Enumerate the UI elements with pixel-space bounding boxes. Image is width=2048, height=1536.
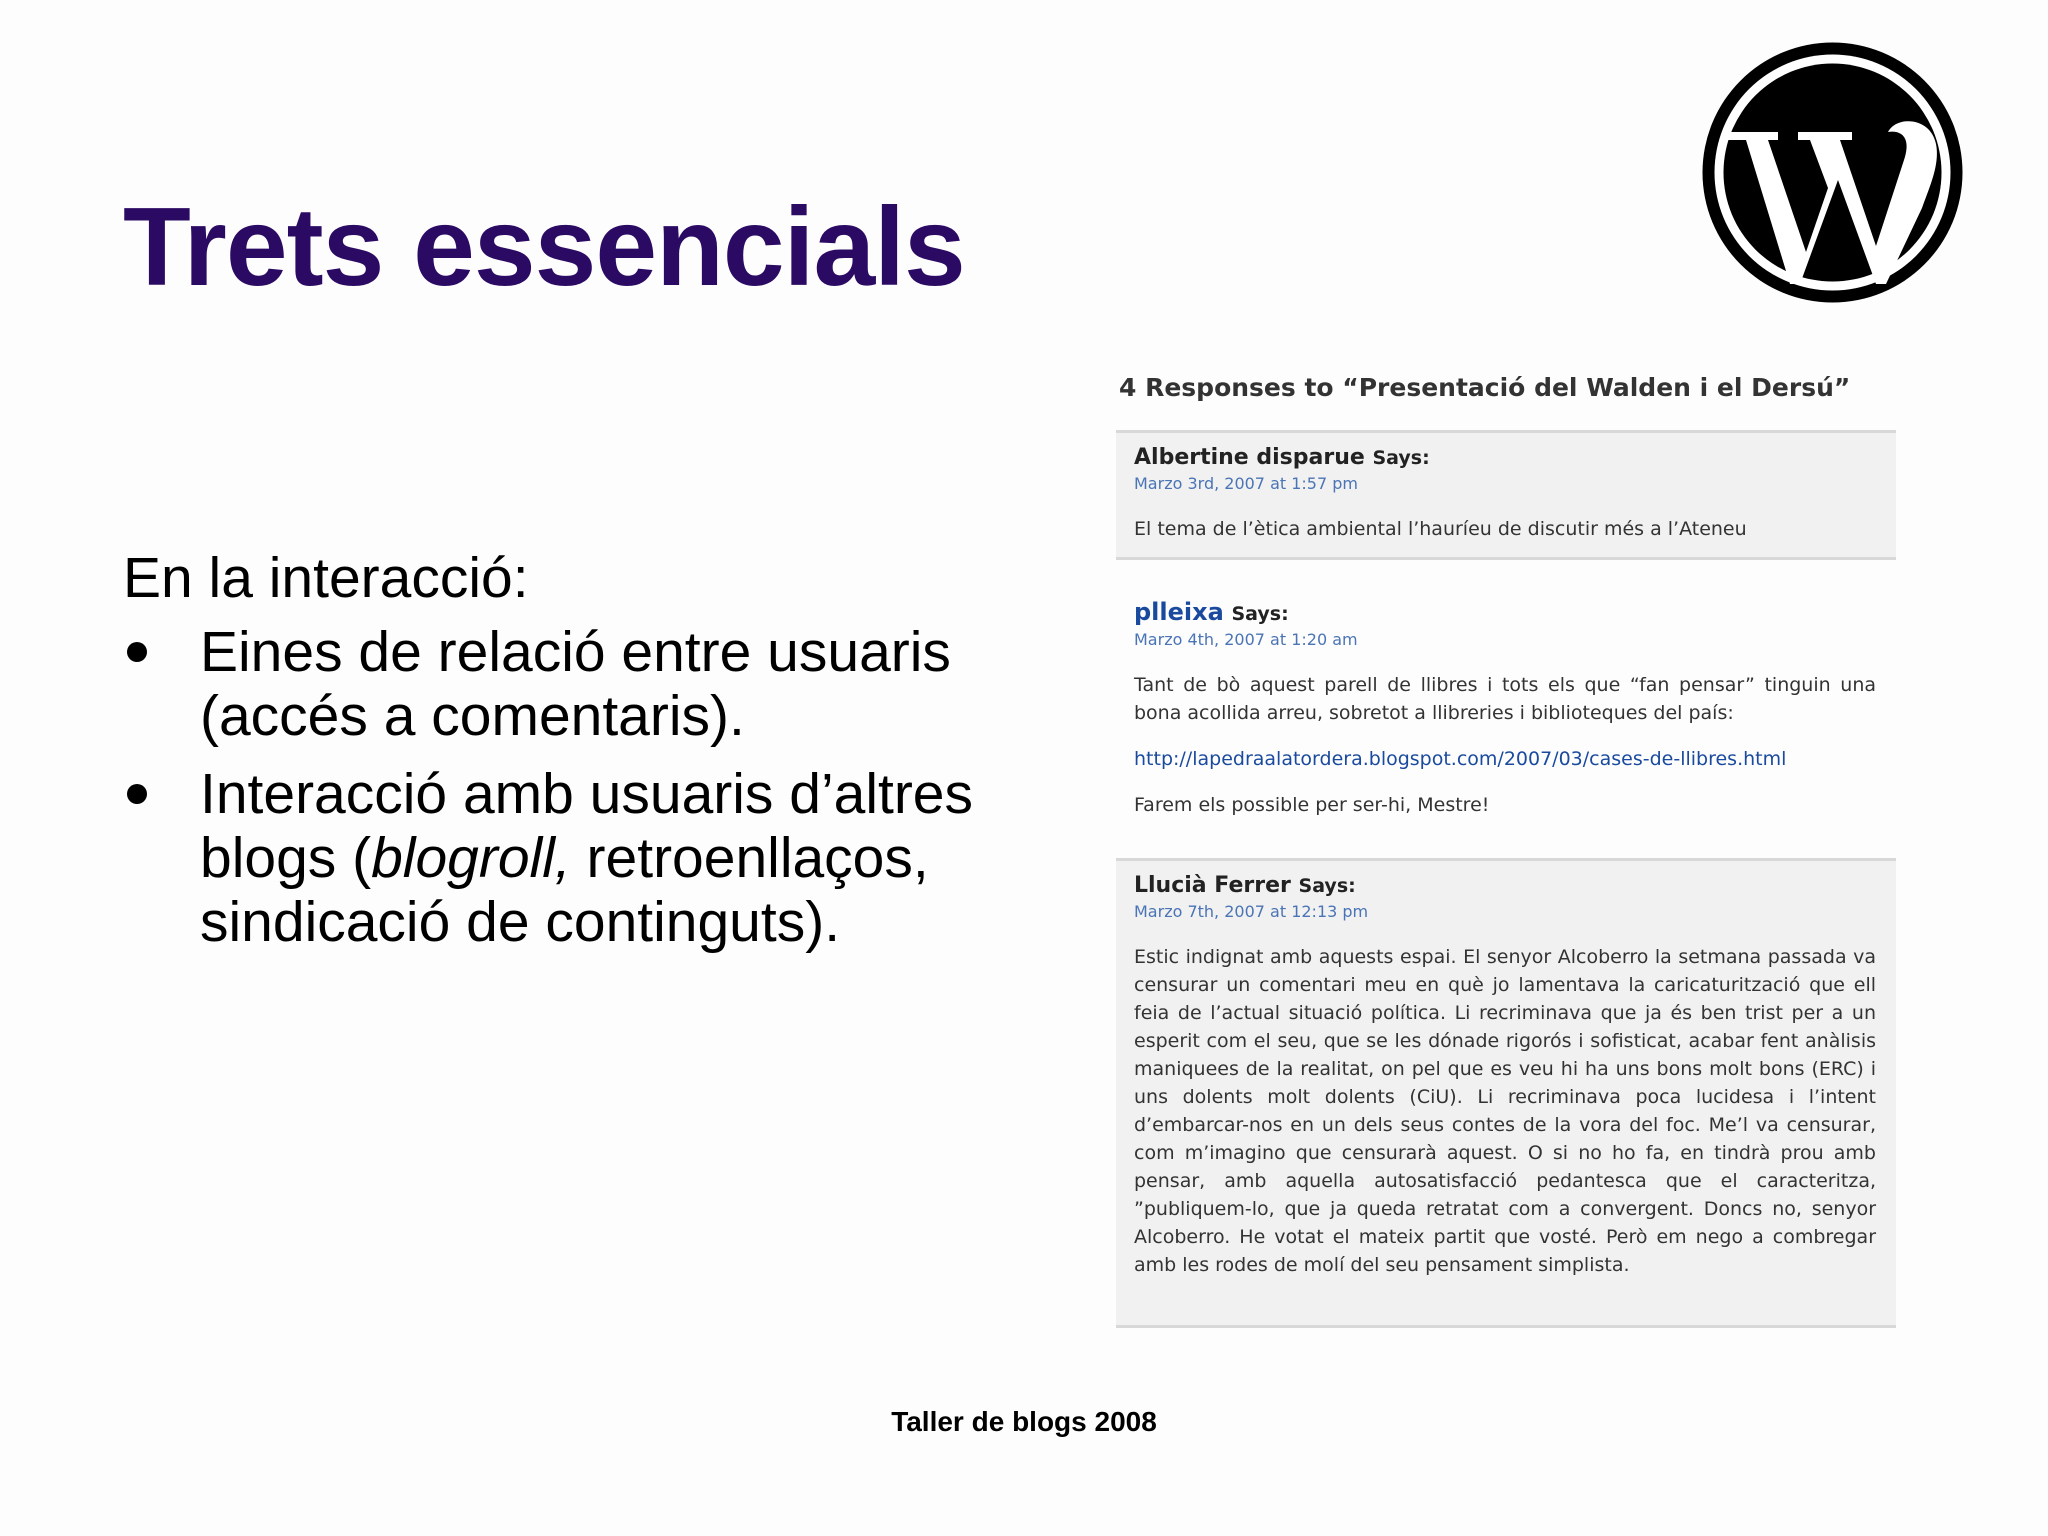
comment — [1116, 858, 1896, 1328]
slide-footer: Taller de blogs 2008 — [891, 1406, 1157, 1437]
comment-date[interactable]: Marzo 3rd, 2007 at 1:57 pm — [1134, 474, 1358, 493]
comment-url-link[interactable]: http://lapedraalatordera.blogspot.com/2007/03/cases-de-llibres.html — [1134, 748, 1787, 770]
responses-heading: 4 Responses to “Presentació del Walden i el Dersú” — [1119, 373, 1851, 402]
bullet-list — [123, 620, 1023, 954]
comment-author-line — [1134, 443, 1876, 473]
comment-text: Farem els possible per ser-hi, Mestre! — [1134, 794, 1490, 816]
bullet-text: Eines de relació entre usuaris (accés a comentaris). — [200, 620, 951, 748]
bullet-item — [123, 762, 1023, 954]
comment-date[interactable]: Marzo 4th, 2007 at 1:20 am — [1134, 630, 1358, 649]
intro-text: En la interacció: — [123, 546, 529, 610]
comment-text: Tant de bò aquest parell de llibres i tots els que “fan pensar” tinguin una bona acollida arreu, sobretot a llibreries i biblioteques del país: — [1134, 674, 1876, 724]
comment-date[interactable]: Marzo 7th, 2007 at 12:13 pm — [1134, 902, 1369, 921]
bullet-text-italic: blogroll, — [371, 826, 571, 890]
bullet-text-before: Interacció amb usuaris d’altres blogs ( — [200, 762, 974, 890]
comment-text: El tema de l’ètica ambiental l’hauríeu de discutir més a l’Ateneu — [1134, 518, 1747, 540]
comments-screenshot — [1116, 360, 1896, 1328]
bullet-dot-icon — [127, 642, 147, 662]
comment — [1116, 584, 1896, 846]
comment-author: Albertine disparue — [1134, 445, 1365, 470]
comment-author-line — [1134, 597, 1876, 629]
bullet-item — [123, 620, 1023, 748]
slide-title: Trets essencials — [123, 185, 965, 309]
comment-says-label: Says: — [1298, 875, 1356, 897]
bullet-text-after: retroenllaços, sindicació de continguts). — [200, 826, 929, 954]
comment-author: Llucià Ferrer — [1134, 873, 1291, 898]
comment — [1116, 430, 1896, 560]
bullet-dot-icon — [127, 784, 147, 804]
comment-says-label: Says: — [1231, 603, 1289, 625]
slide-body — [123, 546, 1023, 968]
wordpress-logo-icon — [1700, 40, 1965, 305]
comment-text: Estic indignat amb aquests espai. El senyor Alcoberro la setmana passada va censurar un comentari meu en què jo lamentava la caricaturització que ell feia de l’actual situació política. Li recriminava que ja és ben trist per a un esperit com el seu, que se les dónade rigorós i sofisticat, acabar fent anàlisis maniquees de la realitat, on pel que es veu hi ha uns bons molt bons (ERC) i uns dolents molt dolents (CiU). Li recriminava poca lucidesa i l’intent d’embarcar-nos en un dels seus contes de la vora del foc. Me’l va censurar, com m’imagino que censurarà aquest. O si no ho fa, en tindrà prou amb pensar, amb aquella autosatisfacció pedantesca que el caracteritza, ”publiquem-lo, que ja queda retratat com a convergent. Doncs no, senyor Alcoberro. He votat el mateix partit que vosté. Però em nego a combregar amb les rodes de molí del seu pensament simplista. — [1134, 946, 1876, 1276]
comment-author-line — [1134, 871, 1876, 901]
comment-says-label: Says: — [1372, 447, 1430, 469]
comment-author-link[interactable]: plleixa — [1134, 598, 1224, 626]
